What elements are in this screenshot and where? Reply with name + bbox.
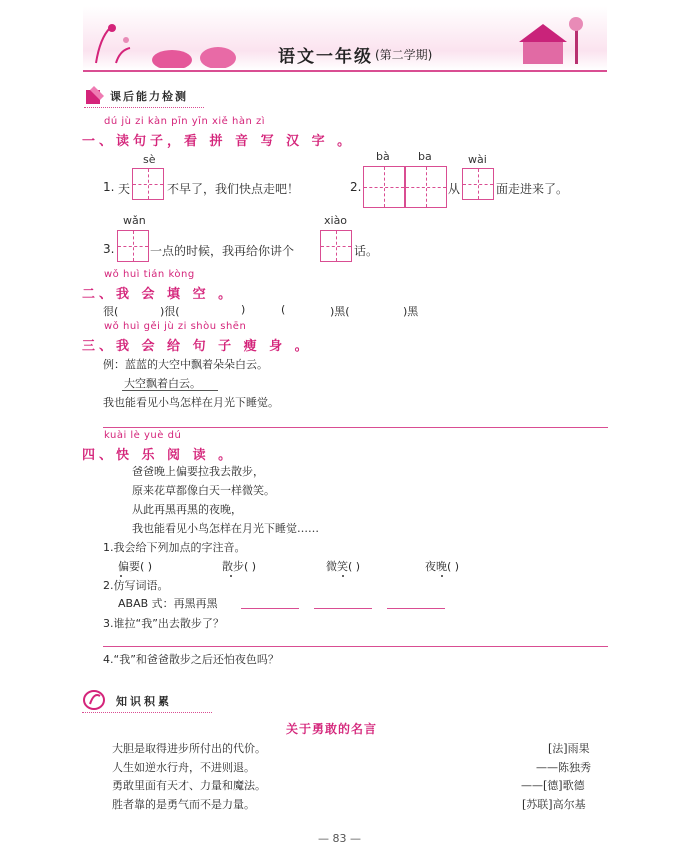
q2-blank-1[interactable]: 很( [103,305,119,318]
q1-pinyin: dú jù zi kàn pīn yīn xiě hàn zì [104,116,266,127]
quote-1-author: [法]雨果 [548,742,590,755]
quote-2-author: ——陈独秀 [536,761,591,774]
q4-poem-line-2: 原来花草都像白天一样微笑。 [132,484,275,497]
q4-sub2-blank-3[interactable] [387,608,445,609]
q1-title: 一、读句子，看 拼 音 写 汉 字 。 [82,134,355,149]
q1-item1-pinyin: sè [143,153,156,166]
q1-item1-num: 1. [103,180,115,194]
q1-item3-post: 话。 [354,244,379,258]
q2-blank-3[interactable]: ) [241,303,246,316]
q2-blank-5[interactable]: )黑( [330,305,350,318]
quote-3-text: 勇敢里面有天才、力量和魔法。 [112,779,266,792]
house-decoration-icon [515,14,595,70]
q1-item1-pre: 天 [118,182,131,196]
q4-sub1-item-1[interactable]: 偏要( ) [118,560,153,573]
section-badge-label: 课后能力检测 [110,90,188,103]
q3-pinyin: wǒ huì gěi jù zi shòu shēn [104,321,247,332]
q4-sub3-answer-line[interactable] [103,646,608,647]
q1-item2-writing-box-2[interactable] [405,166,447,208]
emphasis-dot [342,575,344,577]
q1-item2-pinyin3: wài [468,153,487,166]
q4-sub4: 4.“我”和爸爸散步之后还怕夜色吗？ [103,653,279,666]
q1-item3-pinyin1: wǎn [123,214,146,227]
quote-1-text: 大胆是取得进步所付出的代价。 [112,742,266,755]
knowledge-badge-label: 知识积累 [116,695,172,708]
q2-pinyin: wǒ huì tián kòng [104,269,195,280]
hills-decoration-icon [150,32,240,68]
q4-sub3: 3.谁拉“我”出去散步了？ [103,617,224,630]
q3-example-answer: 大空飘着白云。 [124,377,201,390]
q1-item3-pinyin2: xiào [324,214,348,227]
q1-item3-writing-box-1[interactable] [117,230,149,262]
pencil-book-icon [84,84,106,106]
q1-item2-num: 2. [350,180,362,194]
q4-sub2-example: ABAB 式：再黑再黑 [118,597,218,610]
q4-pinyin: kuài lè yuè dú [104,430,182,441]
page-number: — 83 — [318,832,361,845]
emphasis-dot [230,575,232,577]
q4-sub1-item-3[interactable]: 微笑( ) [326,560,361,573]
q1-item3-mid: 一点的时候，我再给你讲个 [150,244,295,258]
q1-item2-pinyin2: ba [418,150,432,163]
q1-item2-mid: 从 [448,182,461,196]
q4-sub1-item-2[interactable]: 散步( ) [222,560,257,573]
q1-item3-writing-box-2[interactable] [320,230,352,262]
knowledge-badge-underline [82,712,212,713]
paperclip-icon [82,688,110,712]
flower-decoration-icon [86,18,146,68]
q1-item1-writing-box[interactable] [132,168,164,200]
quote-2-text: 人生如逆水行舟，不进则退。 [112,761,255,774]
page-title: 语文一年级 [278,47,373,67]
q4-title: 四、快 乐 阅 读 。 [82,448,236,463]
q3-answer-line[interactable] [103,427,608,428]
q1-item3-num: 3. [103,242,115,256]
quote-3-author: ——[德]歌德 [521,779,585,792]
q1-item2-writing-box-1[interactable] [363,166,405,208]
emphasis-dot [441,575,443,577]
q4-sub2-blank-1[interactable] [241,608,299,609]
q4-sub1-item-4[interactable]: 夜晚( ) [425,560,460,573]
q4-sub2: 2.仿写词语。 [103,579,169,592]
badge-underline [84,107,204,108]
quotes-title: 关于勇敢的名言 [286,722,378,736]
q4-poem-line-4: 我也能看见小鸟怎样在月光下睡觉…… [132,522,319,535]
q3-answer-underline [122,390,218,391]
q3-title: 三、我 会 给 句 子 瘦 身 。 [82,339,312,354]
q2-blank-4[interactable]: ( [281,303,286,316]
quote-4-author: [苏联]高尔基 [522,798,586,811]
quote-4-text: 胜者靠的是勇气而不是力量。 [112,798,255,811]
q1-item2-pinyin1: bà [376,150,390,163]
q3-example: 例：蓝蓝的大空中飘着朵朵白云。 [103,358,268,371]
q4-poem-line-1: 爸爸晚上偏要拉我去散步， [132,465,264,478]
q2-blank-2[interactable]: )很( [160,305,180,318]
page-subtitle: (第二学期) [375,48,433,62]
q2-title: 二、我 会 填 空 。 [82,287,236,302]
q2-blank-6[interactable]: )黑 [403,305,419,318]
q4-poem-line-3: 从此再黑再黑的夜晚， [132,503,242,516]
q4-sub2-blank-2[interactable] [314,608,372,609]
q1-item2-post: 面走进来了。 [496,182,569,196]
q1-item1-post: 不早了，我们快点走吧！ [167,182,300,196]
q3-task: 我也能看见小鸟怎样在月光下睡觉。 [103,396,279,409]
q4-sub1: 1.我会给下列加点的字注音。 [103,541,246,554]
q1-item2-writing-box-3[interactable] [462,168,494,200]
